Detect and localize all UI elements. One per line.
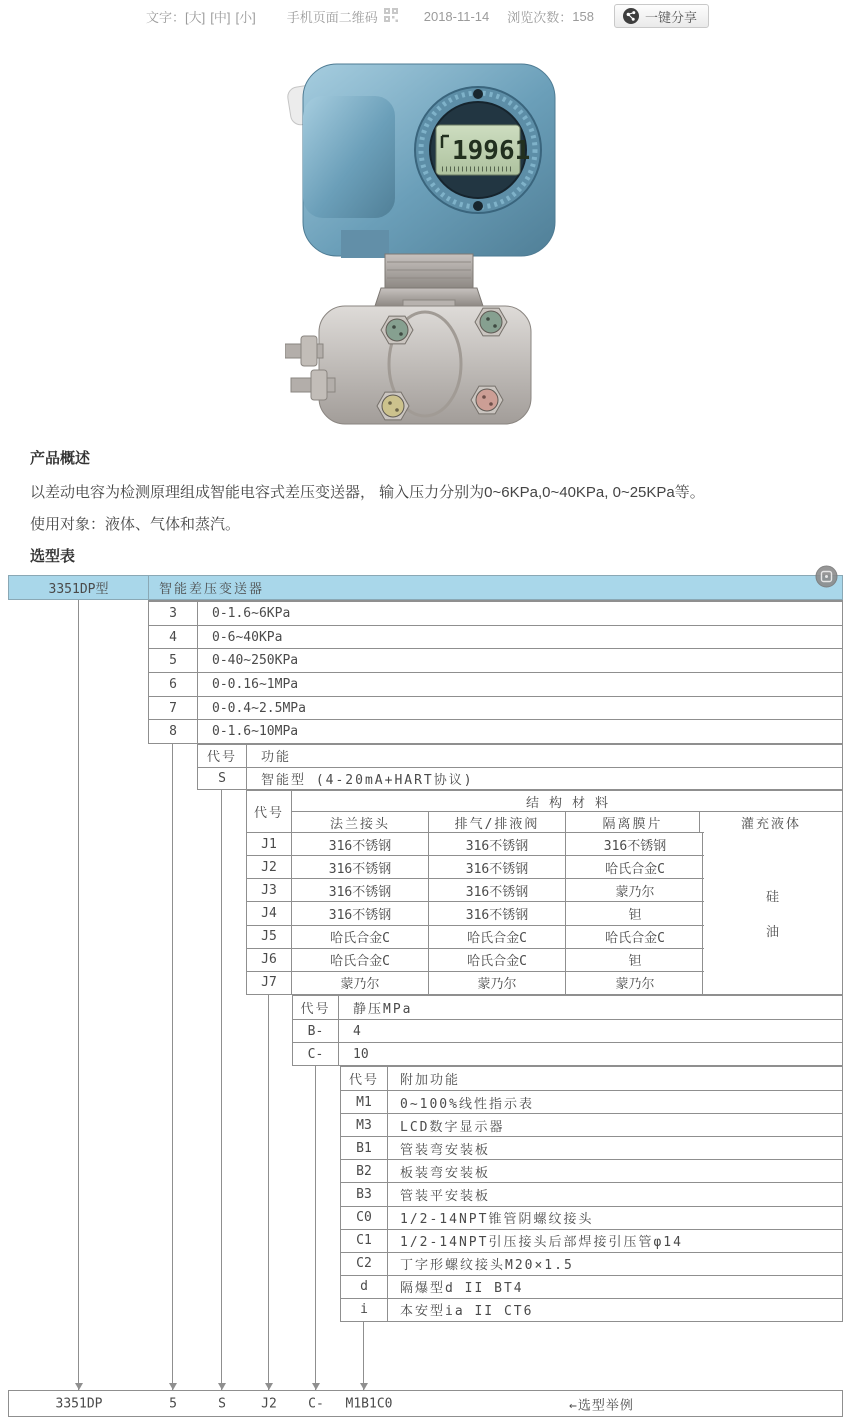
material-diaphragm-cell: 钽 xyxy=(628,907,642,923)
additional-code-cell: B1 xyxy=(341,1137,388,1159)
additional-row xyxy=(341,1252,842,1275)
material-diaphragm-cell: 316不锈钢 xyxy=(603,838,667,854)
additional-code-cell: B3 xyxy=(341,1183,388,1205)
svg-text:19961: 19961 xyxy=(452,136,531,166)
range-table xyxy=(148,600,843,744)
transmitter-housing xyxy=(303,64,555,258)
neck-adapter xyxy=(375,254,483,306)
views-count: 158 xyxy=(572,8,594,24)
additional-desc-cell: 隔爆型d II BT4 xyxy=(400,1281,524,1297)
material-diaphragm-cell: 钽 xyxy=(628,954,642,970)
static-code-cell: B- xyxy=(293,1020,339,1042)
font-small-link[interactable]: [小] xyxy=(235,9,256,25)
additional-code-cell: B2 xyxy=(341,1160,388,1182)
selector-stem-function xyxy=(221,790,222,1390)
mobile-qr-label[interactable]: 手机页面二维码 xyxy=(286,9,378,25)
example-value-function: S xyxy=(218,1396,226,1411)
model-desc-cell: 智能差压变送器 xyxy=(159,582,265,597)
materials-table xyxy=(246,790,843,995)
page-date: 2018-11-14 xyxy=(423,8,490,24)
material-row xyxy=(247,925,704,948)
material-code-cell: J4 xyxy=(247,902,292,924)
material-row xyxy=(247,878,704,901)
additional-desc-cell: LCD数字显示器 xyxy=(400,1119,505,1135)
static-pressure-table xyxy=(292,995,843,1066)
static-desc-cell: 4 xyxy=(353,1023,361,1039)
additional-code-cell: C2 xyxy=(341,1253,388,1275)
range-row xyxy=(149,719,842,743)
material-code-cell: J7 xyxy=(247,972,292,994)
range-code-cell: 3 xyxy=(149,602,198,625)
additional-row xyxy=(341,1090,842,1113)
additional-code-cell: d xyxy=(341,1276,388,1298)
static-header-label: 静压MPa xyxy=(353,1002,413,1017)
selector-stem-static xyxy=(315,1066,316,1390)
material-col-fill: 灌充液体 xyxy=(740,816,801,832)
material-diaphragm-cell: 蒙乃尔 xyxy=(615,884,655,900)
example-row xyxy=(8,1390,843,1417)
lcd-display xyxy=(436,125,530,175)
material-col-valve: 排气/排液阀 xyxy=(429,812,566,832)
additional-row xyxy=(341,1298,842,1321)
additional-desc-cell: 板装弯安装板 xyxy=(400,1165,491,1181)
range-code-cell: 7 xyxy=(149,697,198,720)
additional-desc-cell: 丁字形螺纹接头M20×1.5 xyxy=(400,1258,574,1274)
materials-header-code: 代号 xyxy=(247,791,292,832)
views-label: 浏览次数： xyxy=(507,9,573,25)
material-diaphragm-cell: 哈氏合金C xyxy=(605,931,665,947)
additional-desc-cell: 管装平安装板 xyxy=(400,1189,491,1205)
overview-paragraph-1: 以差动电容为检测原理组成智能电容式差压变送器， 输入压力分别为0~6KPa,0~40KPa, 0~25KPa等。 xyxy=(30,484,705,501)
static-row xyxy=(293,1019,842,1042)
example-value-static: C- xyxy=(308,1396,324,1411)
material-flange-cell: 哈氏合金C xyxy=(292,926,429,948)
function-desc-cell: 智能型 (4-20mA+HART协议) xyxy=(261,772,474,788)
example-value-model: 3351DP xyxy=(55,1396,103,1411)
material-flange-cell: 316不锈钢 xyxy=(292,902,429,924)
material-valve-cell: 316不锈钢 xyxy=(429,879,566,901)
range-code-cell: 8 xyxy=(149,720,198,743)
model-code-cell: 3351DP型 xyxy=(9,576,149,599)
additional-desc-cell: 1/2-14NPT引压接头后部焊接引压管φ14 xyxy=(400,1235,683,1251)
static-code-cell: C- xyxy=(293,1043,339,1065)
materials-header-label: 结构材料 xyxy=(292,791,842,812)
share-nodes-icon xyxy=(623,8,639,24)
material-flange-cell: 哈氏合金C xyxy=(292,949,429,971)
share-label: 一键分享 xyxy=(645,9,698,25)
additional-code-cell: M3 xyxy=(341,1114,388,1136)
range-code-cell: 4 xyxy=(149,626,198,649)
static-header-code: 代号 xyxy=(293,996,339,1019)
font-medium-link[interactable]: [中] xyxy=(210,9,231,25)
material-valve-cell: 316不锈钢 xyxy=(429,856,566,878)
range-desc-cell: 0-40~250KPa xyxy=(212,653,299,669)
material-code-cell: J2 xyxy=(247,856,292,878)
example-value-additional: M1B1C0 xyxy=(345,1396,393,1411)
additional-code-cell: C1 xyxy=(341,1230,388,1252)
additional-code-cell: C0 xyxy=(341,1207,388,1229)
material-row xyxy=(247,855,704,878)
example-label: ←选型举例 xyxy=(569,1398,634,1413)
range-desc-cell: 0-0.4~2.5MPa xyxy=(212,700,306,716)
sensor-body xyxy=(285,300,531,424)
product-photo xyxy=(285,62,561,441)
overview-heading: 产品概述 xyxy=(30,450,91,467)
additional-desc-cell: 管装弯安装板 xyxy=(400,1142,491,1158)
material-col-diaphragm: 隔离膜片 xyxy=(566,812,700,832)
material-valve-cell: 哈氏合金C xyxy=(429,926,566,948)
additional-row xyxy=(341,1136,842,1159)
static-row xyxy=(293,1042,842,1065)
additional-row xyxy=(341,1113,842,1136)
material-flange-cell: 316不锈钢 xyxy=(292,856,429,878)
material-flange-cell: 316不锈钢 xyxy=(292,879,429,901)
additional-header-code: 代号 xyxy=(341,1067,388,1090)
additional-row xyxy=(341,1182,842,1205)
additional-row xyxy=(341,1229,842,1252)
material-row xyxy=(247,832,704,855)
selector-stem-model xyxy=(78,600,79,1390)
toolbar xyxy=(146,3,709,29)
material-row xyxy=(247,901,704,924)
selector-stem-material xyxy=(268,995,269,1390)
range-desc-cell: 0-1.6~10MPa xyxy=(212,724,299,740)
material-code-cell: J1 xyxy=(247,833,292,855)
range-code-cell: 5 xyxy=(149,649,198,672)
additional-desc-cell: 1/2-14NPT锥管阴螺纹接头 xyxy=(400,1212,594,1228)
function-code-cell: S xyxy=(198,768,247,790)
function-table xyxy=(197,744,843,790)
material-valve-cell: 哈氏合金C xyxy=(429,949,566,971)
example-value-material: J2 xyxy=(261,1396,277,1411)
range-row xyxy=(149,601,842,625)
range-row xyxy=(149,672,842,696)
range-desc-cell: 0-1.6~6KPa xyxy=(212,605,291,621)
range-code-cell: 6 xyxy=(149,673,198,696)
additional-functions-table xyxy=(340,1066,843,1322)
fill-fluid-cell: 硅 油 xyxy=(702,832,842,994)
share-button[interactable] xyxy=(614,4,709,28)
material-row xyxy=(247,971,704,994)
range-row xyxy=(149,696,842,720)
range-desc-cell: 0-6~40KPa xyxy=(212,629,283,645)
material-flange-cell: 蒙乃尔 xyxy=(292,972,429,994)
material-code-cell: J5 xyxy=(247,926,292,948)
material-row xyxy=(247,948,704,971)
range-row xyxy=(149,625,842,649)
example-value-range: 5 xyxy=(169,1396,177,1411)
additional-desc-cell: 本安型ia II CT6 xyxy=(400,1304,534,1320)
additional-code-cell: i xyxy=(341,1299,388,1321)
selection-heading: 选型表 xyxy=(30,548,76,565)
material-valve-cell: 316不锈钢 xyxy=(429,902,566,924)
additional-row xyxy=(341,1275,842,1298)
qr-code-icon[interactable] xyxy=(384,8,398,25)
material-code-cell: J6 xyxy=(247,949,292,971)
font-size-label: 文字： xyxy=(146,9,186,25)
additional-desc-cell: 0~100%线性指示表 xyxy=(400,1096,534,1112)
static-desc-cell: 10 xyxy=(353,1046,369,1062)
overview-paragraph-2: 使用对象：液体、气体和蒸汽。 xyxy=(30,516,241,533)
material-valve-cell: 蒙乃尔 xyxy=(429,972,566,994)
material-code-cell: J3 xyxy=(247,879,292,901)
qr-popup-icon[interactable] xyxy=(815,565,838,592)
additional-row xyxy=(341,1206,842,1229)
material-valve-cell: 316不锈钢 xyxy=(429,833,566,855)
range-desc-cell: 0-0.16~1MPa xyxy=(212,676,299,692)
selector-stem-range xyxy=(172,744,173,1390)
material-diaphragm-cell: 蒙乃尔 xyxy=(615,977,655,993)
material-flange-cell: 316不锈钢 xyxy=(292,833,429,855)
range-row xyxy=(149,648,842,672)
selector-stem-additional xyxy=(363,1322,364,1390)
function-header-label: 功能 xyxy=(261,750,292,766)
material-diaphragm-cell: 哈氏合金C xyxy=(605,861,665,877)
model-header-row xyxy=(8,575,843,600)
additional-code-cell: M1 xyxy=(341,1091,388,1113)
additional-row xyxy=(341,1159,842,1182)
material-col-flange: 法兰接头 xyxy=(292,812,429,832)
font-large-link[interactable]: [大] xyxy=(185,9,206,25)
additional-header-label: 附加功能 xyxy=(400,1073,461,1089)
function-header-code: 代号 xyxy=(198,745,247,767)
